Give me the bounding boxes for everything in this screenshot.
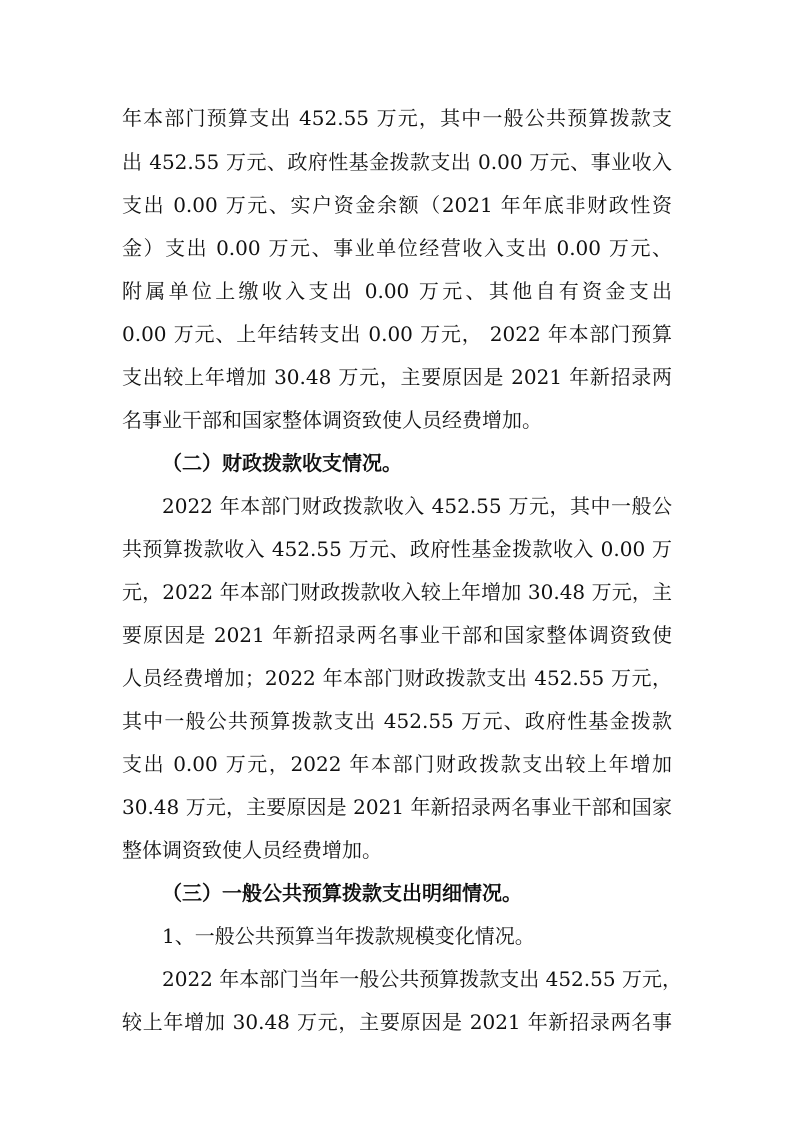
paragraph-line: 支出 0.00 万元、实户资金余额（2021 年年底非财政性资 (122, 193, 672, 217)
paragraph-line: 支出较上年增加 30.48 万元，主要原因是 2021 年新招录两 (122, 365, 672, 389)
paragraph-line: 年本部门预算支出 452.55 万元，其中一般公共预算拨款支 (122, 106, 672, 130)
paragraph-line: 出 452.55 万元、政府性基金拨款支出 0.00 万元、事业收入 (122, 150, 672, 174)
paragraph-line: 0.00 万元、上年结转支出 0.00 万元， 2022 年本部门预算 (122, 322, 672, 346)
paragraph-line: 金）支出 0.00 万元、事业单位经营收入支出 0.00 万元、 (122, 236, 672, 260)
paragraph-line: 共预算拨款收入 452.55 万元、政府性基金拨款收入 0.00 万 (122, 537, 672, 561)
paragraph-line: 名事业干部和国家整体调资致使人员经费增加。 (122, 408, 542, 432)
paragraph-line: 附属单位上缴收入支出 0.00 万元、其他自有资金支出 (122, 279, 672, 303)
paragraph-line: 其中一般公共预算拨款支出 452.55 万元、政府性基金拨款 (122, 709, 672, 733)
section-heading: （二）财政拨款收支情况。 (162, 451, 402, 475)
paragraph-line: 支出 0.00 万元，2022 年本部门财政拨款支出较上年增加 (122, 752, 672, 776)
section-heading: （三）一般公共预算拨款支出明细情况。 (162, 881, 522, 905)
paragraph-line: 要原因是 2021 年新招录两名事业干部和国家整体调资致使 (122, 623, 672, 647)
paragraph-line: 人员经费增加；2022 年本部门财政拨款支出 452.55 万元， (122, 666, 672, 690)
paragraph-line: 整体调资致使人员经费增加。 (122, 838, 382, 862)
paragraph-line: 2022 年本部门财政拨款收入 452.55 万元，其中一般公 (162, 494, 672, 518)
subsection-heading: 1、一般公共预算当年拨款规模变化情况。 (162, 924, 535, 948)
paragraph-line: 元，2022 年本部门财政拨款收入较上年增加 30.48 万元，主 (122, 580, 672, 604)
paragraph-line: 2022 年本部门当年一般公共预算拨款支出 452.55 万元， (162, 967, 682, 991)
paragraph-line: 较上年增加 30.48 万元，主要原因是 2021 年新招录两名事 (122, 1010, 672, 1034)
paragraph-line: 30.48 万元，主要原因是 2021 年新招录两名事业干部和国家 (122, 795, 672, 819)
